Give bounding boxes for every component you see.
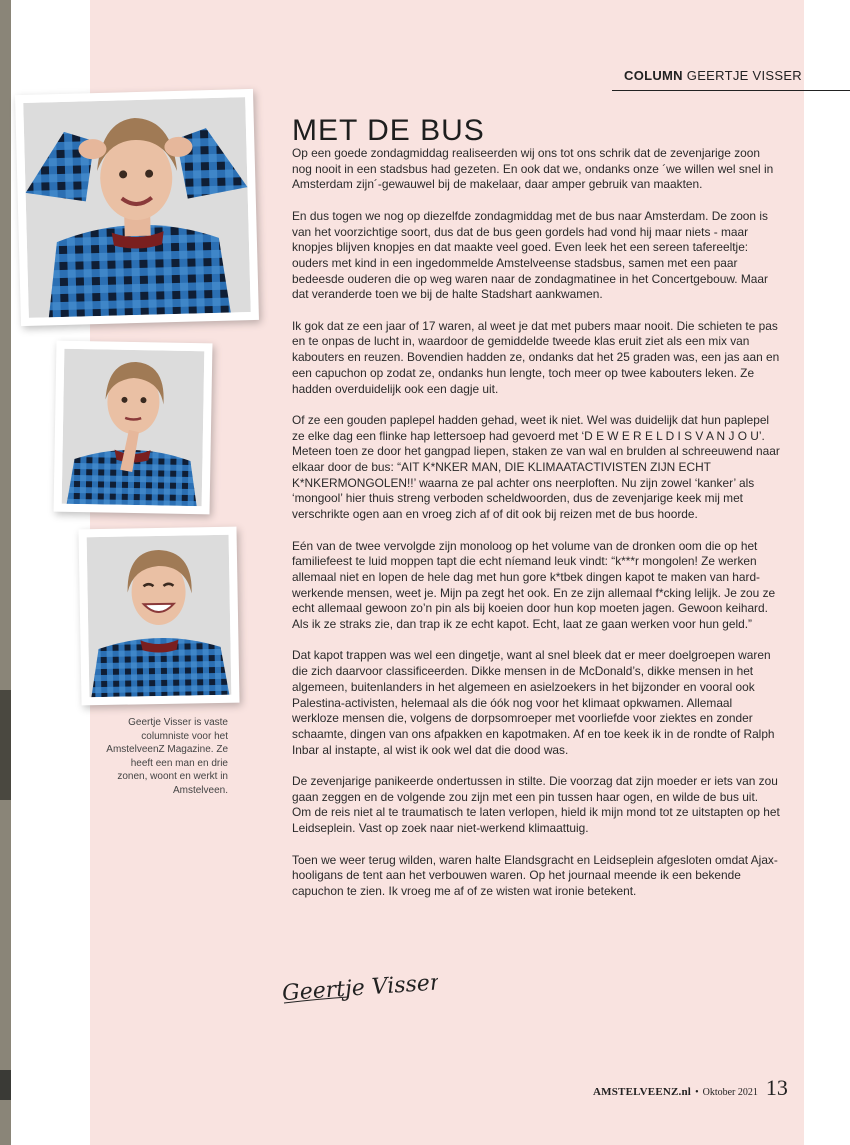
- article-paragraph: De zevenjarige panikeerde ondertussen in stilte. Die voorzag dat zijn moeder er iets van zou gaan zeggen en de volgende zou zijn met een pin tussen haar ogen, en wilde de bus uit. Om de reis niet al te traumatisch te laten verlopen, hield ik mijn mond tot ze uitstapten op het Leidseplein. Vast op zoek naar niet-werkend klimaattuig.: [292, 774, 780, 836]
- author-photo-thinking: [54, 341, 213, 515]
- author-photo-image: [87, 535, 232, 697]
- page-footer: [593, 1075, 788, 1100]
- column-word: COLUMN: [624, 68, 683, 83]
- signature-graphic: [278, 963, 438, 1013]
- author-caption: Geertje Visser is vaste columniste voor het AmstelveenZ Magazine. Ze heeft een man en drie zonen, woont en werkt in Amstelveen.: [106, 717, 228, 796]
- author-signature: [278, 963, 438, 1018]
- svg-text:Geertje Visser: Geertje Visser: [281, 970, 438, 1007]
- article-paragraph: Ik gok dat ze een jaar of 17 waren, al weet je dat met pubers maar nooit. Die schieten te pas en te onpas de lucht in, waardoor de gemiddelde tweede klas eruit ziet als een mix van kabouters en reuzen. Bovendien hadden ze, ondanks dat het 25 graden was, een jas aan en een capuchon op zodat ze, ondanks hun lengte, toch meer op twee kabouters leken. Ze hadden overduidelijk ook een dagje uit.: [292, 318, 780, 396]
- author-photo-smiling: [78, 527, 239, 706]
- left-page-edge-dark-band-lower: [0, 1070, 11, 1100]
- column-author: GEERTJE VISSER: [686, 68, 802, 83]
- article-title: MET DE BUS: [292, 114, 485, 148]
- footer-separator: •: [695, 1087, 699, 1098]
- left-page-edge: [0, 0, 11, 1145]
- column-label: [624, 68, 802, 83]
- author-photo-image: [62, 349, 205, 506]
- page-number: 13: [765, 1075, 788, 1100]
- article-paragraph: Eén van de twee vervolgde zijn monoloog op het volume van de dronken oom die op het familiefeest te luid moppen tapt die echt níemand leuk vindt: “k***r mongolen! Ze werken allemaal niet en lopen de hele dag met hun gore k*tbek dingen kapot te maken van hard-werkende mensen, weet je. Mijn pa zegt het ook. En ze zijn allemaal f*cking lelijk. Je zou ze echt allemaal gewoon zo’n pin als bij koeien door hun kop moeten jagen. Gewoon keihard. Als ik ze straks zie, dan trap ik ze echt kapot. Echt, laat ze gaan werken voor hun geld.”: [292, 538, 776, 632]
- issue-date: Oktober 2021: [702, 1087, 758, 1098]
- column-rule-line: [612, 90, 850, 91]
- article-paragraph: En dus togen we nog op diezelfde zondagmiddag met de bus naar Amsterdam. De zoon is van het voorzichtige soort, dus dat de bus geen gordels had vond hij maar niets - maar knopjes blijven knopjes en dat maakte veel goed. Even leek het een sereen tafereeltje: ouders met kind in een ingedommelde Amstelveense stadsbus, samen met een paar bedeesde ouderen die op weg waren naar de zondagmatinee in het Concertgebouw. Maar dat veranderde toen we bij de halte Stadshart aankwamen.: [292, 208, 768, 302]
- author-photo-image: [23, 97, 251, 318]
- article-body: [292, 146, 780, 915]
- article-paragraph: Of ze een gouden paplepel hadden gehad, weet ik niet. Wel was duidelijk dat hun paplepel ze elke dag een flinke hap lettersoep had gevoerd met ‘D E W E R E L D I S V A N J O U’. Meteen toen ze door het gangpad liepen, staken ze van wal en brulden al schreeuwend naar elkaar door de bus: “AIT K*NKER MAN, DIE KLIMAATACTIVISTEN ZIJN ECHT K*NKERMONGOLEN!!’ waarna ze pal achter ons neerploften. Nu zijn zowel ‘kanker’ als ‘mongool’ hier thuis streng verboden scheldwoorden, dus de zevenjarige keek mij met verschrikte ogen aan en vroeg zich af of dit ook bij reizen met de bus hoorde.: [292, 412, 780, 522]
- right-margin: [804, 0, 850, 1145]
- article-paragraph: Dat kapot trappen was wel een dingetje, want al snel bleek dat er meer doelgroepen waren die zich daarvoor classificeerden. Dikke mensen in de McDonald’s, dikke mensen in het algemeen, buitenlanders in het algemeen en asielzoekers in het bijzonder en vooral ook Palestina-activisten, helemaal als die óók nog voor het klimaat opkwamen. Allemaal werkloze mensen die, volgens de dorpsomroeper met voorliefde voor ziektes en zonder schaamte, dingen van ons afpakken en kapotmaken. Af en toe keek ik in de rondte of Ralph Inbar al instapte, al wist ik ook wel dat die dood was.: [292, 648, 775, 757]
- author-photo-hands-on-head: [15, 89, 259, 326]
- article-paragraph: Op een goede zondagmiddag realiseerden wij ons tot ons schrik dat de zevenjarige zoon nog nooit in een stadsbus had gezeten. En ook dat we, ondanks onze ´we willen wel snel in Amsterdam zijn´-gewauwel bij de makelaar, daar amper gebruik van maakten.: [292, 146, 774, 192]
- left-page-edge-dark-band: [0, 690, 11, 800]
- magazine-name: AMSTELVEENZ.nl: [593, 1086, 692, 1098]
- article-paragraph: Toen we weer terug wilden, waren halte Elandsgracht en Leidseplein afgesloten omdat Ajax-hooligans de tent aan het verbouwen waren. Op het journaal meende ik een bekende capuchon te zien. Ik vroeg me af of ze wisten wat ironie betekent.: [292, 852, 778, 898]
